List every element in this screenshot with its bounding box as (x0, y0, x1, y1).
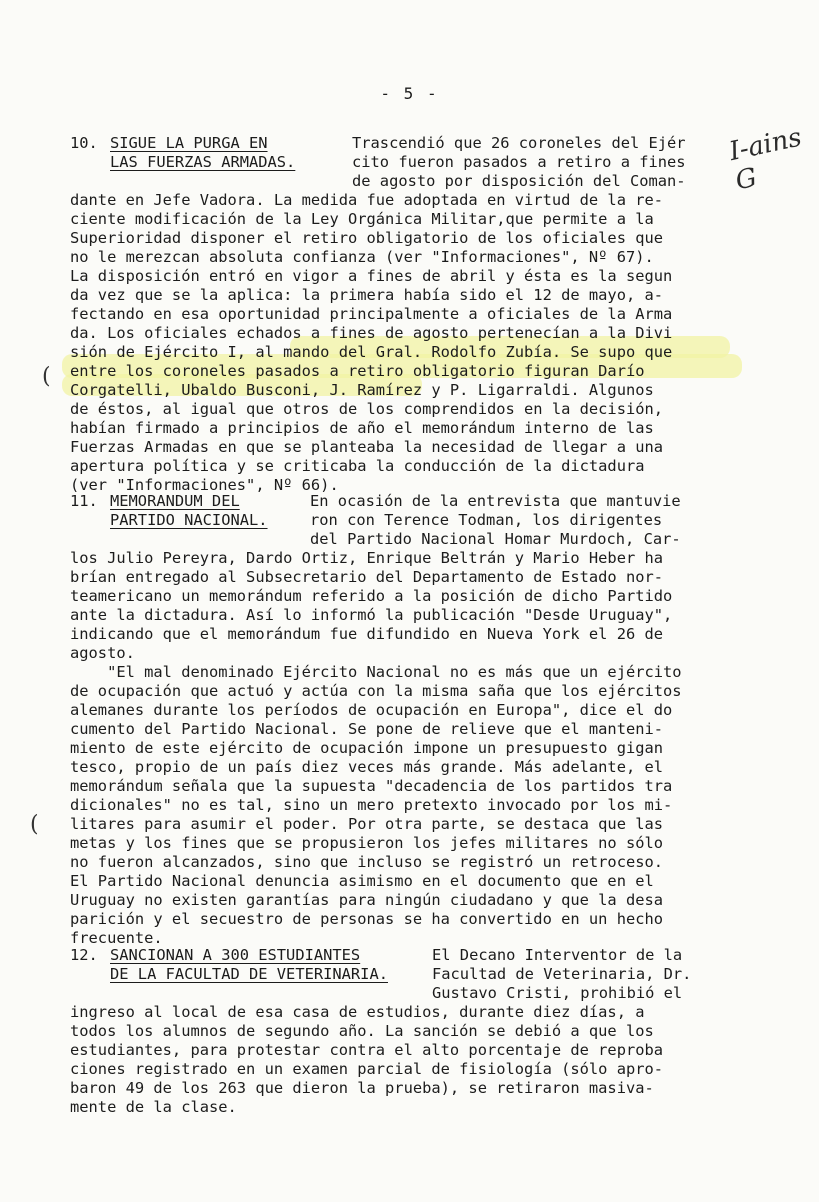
body-text-line: ingreso al local de esa casa de estudios, durante diez días, a (70, 1003, 645, 1021)
body-text-line: fectando en esa oportunidad principalmente a oficiales de la Arma (70, 305, 673, 323)
body-text-line: dante en Jefe Vadora. La medida fue adoptada en virtud de la re- (70, 191, 664, 209)
body-text-line: miento de este ejército de ocupación impone un presupuesto gigan (70, 739, 664, 757)
body-text-line: ciente modificación de la Ley Orgánica Militar,que permite a la (70, 210, 654, 228)
section-title-line: LAS FUERZAS ARMADAS. (110, 153, 296, 171)
body-text-line: todos los alumnos de segundo año. La sanción se debió a que los (70, 1022, 654, 1040)
section-lead-line: Facultad de Veterinaria, Dr. (432, 965, 692, 983)
body-text-line: cumento del Partido Nacional. Se pone de relieve que el manteni- (70, 720, 664, 738)
body-text-line: ciones registrado en un examen parcial de fisiología (sólo apro- (70, 1060, 664, 1078)
body-text-line: de éstos, al igual que otros de los comprendidos en la decisión, (70, 400, 664, 418)
body-text-line: "El mal denominado Ejército Nacional no es más que un ejército (70, 663, 682, 681)
body-text-line: da. Los oficiales echados a fines de agosto pertenecían a la Divi (70, 324, 673, 342)
section-number: 10. (70, 134, 98, 152)
body-text-line: de ocupación que actuó y actúa con la misma saña que los ejércitos (70, 682, 682, 700)
body-text-line: ante la dictadura. Así lo informó la publicación "Desde Uruguay", (70, 606, 673, 624)
body-text-line: Superioridad disponer el retiro obligatorio de los oficiales que (70, 229, 664, 247)
margin-bracket-1: ( (42, 364, 51, 389)
body-text-line: litares para asumir el poder. Por otra parte, se destaca que las (70, 815, 664, 833)
section-lead-line: Trascendió que 26 coroneles del Ejér (352, 134, 686, 152)
body-text-line: entre los coroneles pasados a retiro obligatorio figuran Darío (70, 362, 645, 380)
body-text-line: indicando que el memorándum fue difundido en Nueva York el 26 de (70, 625, 664, 643)
section-number: 11. (70, 492, 98, 510)
body-text-line: frecuente. (70, 929, 163, 947)
section-lead-line: de agosto por disposición del Coman- (352, 172, 686, 190)
body-text-line: Fuerzas Armadas en que se planteaba la necesidad de llegar a una (70, 438, 664, 456)
body-text-line: El Partido Nacional denuncia asimismo en el documento que en el (70, 872, 654, 890)
margin-bracket-2: ( (30, 812, 39, 837)
body-text-line: habían firmado a principios de año el memorándum interno de las (70, 419, 654, 437)
body-text-line: no fueron alcanzados, sino que incluso se registró un retroceso. (70, 853, 664, 871)
section-lead-line: cito fueron pasados a retiro a fines (352, 153, 686, 171)
body-text-line: Corgatelli, Ubaldo Busconi, J. Ramírez y P. Ligarraldi. Algunos (70, 381, 654, 399)
body-text-line: tesco, propio de un país diez veces más grande. Más adelante, el (70, 758, 664, 776)
body-text-line: agosto. (70, 644, 135, 662)
section-title-line: MEMORANDUM DEL (110, 492, 240, 510)
body-text-line: metas y los fines que se propusieron los jefes militares no sólo (70, 834, 664, 852)
body-text-line: no le merezcan absoluta confianza (ver "Informaciones", Nº 67). (70, 248, 654, 266)
section-title-line: PARTIDO NACIONAL. (110, 511, 268, 529)
body-text-line: baron 49 de los 263 que dieron la prueba), se retiraron masiva- (70, 1079, 654, 1097)
body-text-line: memorándum señala que la supuesta "decadencia de los partidos tra (70, 777, 673, 795)
body-text-line: dicionales" no es tal, sino un mero pretexto invocado por los mi- (70, 796, 673, 814)
body-text-line: estudiantes, para protestar contra el alto porcentaje de reproba (70, 1041, 664, 1059)
body-text-line: brían entregado al Subsecretario del Departamento de Estado nor- (70, 568, 664, 586)
handwritten-annotation: I-ains G (726, 122, 805, 197)
section-title-line: DE LA FACULTAD DE VETERINARIA. (110, 965, 388, 983)
body-text-line: sión de Ejército I, al mando del Gral. Rodolfo Zubía. Se supo que (70, 343, 673, 361)
body-text-line: alemanes durante los períodos de ocupación en Europa", dice el do (70, 701, 673, 719)
section-number: 12. (70, 946, 98, 964)
body-text-line: teamericano un memorándum referido a la posición de dicho Partido (70, 587, 673, 605)
body-text-line: los Julio Pereyra, Dardo Ortiz, Enrique Beltrán y Mario Heber ha (70, 549, 664, 567)
section-lead-line: En ocasión de la entrevista que mantuvie (310, 492, 681, 510)
body-text-line: mente de la clase. (70, 1098, 237, 1116)
page-number: - 5 - (380, 84, 439, 103)
section-lead-line: El Decano Interventor de la (432, 946, 683, 964)
section-lead-line: del Partido Nacional Homar Murdoch, Car- (310, 530, 681, 548)
body-text-line: La disposición entró en vigor a fines de abril y ésta es la segun (70, 267, 673, 285)
body-text-line: parición y el secuestro de personas se ha convertido en un hecho (70, 910, 664, 928)
body-text-line: apertura política y se criticaba la conducción de la dictadura (70, 457, 645, 475)
body-text-line: da vez que se la aplica: la primera había sido el 12 de mayo, a- (70, 286, 664, 304)
section-title-line: SANCIONAN A 300 ESTUDIANTES (110, 946, 361, 964)
body-text-line: Uruguay no existen garantías para ningún ciudadano y que la desa (70, 891, 664, 909)
section-lead-line: Gustavo Cristi, prohibió el (432, 984, 683, 1002)
section-lead-line: ron con Terence Todman, los dirigentes (310, 511, 663, 529)
body-text-line: (ver "Informaciones", Nº 66). (70, 476, 339, 494)
section-title-line: SIGUE LA PURGA EN (110, 134, 268, 152)
